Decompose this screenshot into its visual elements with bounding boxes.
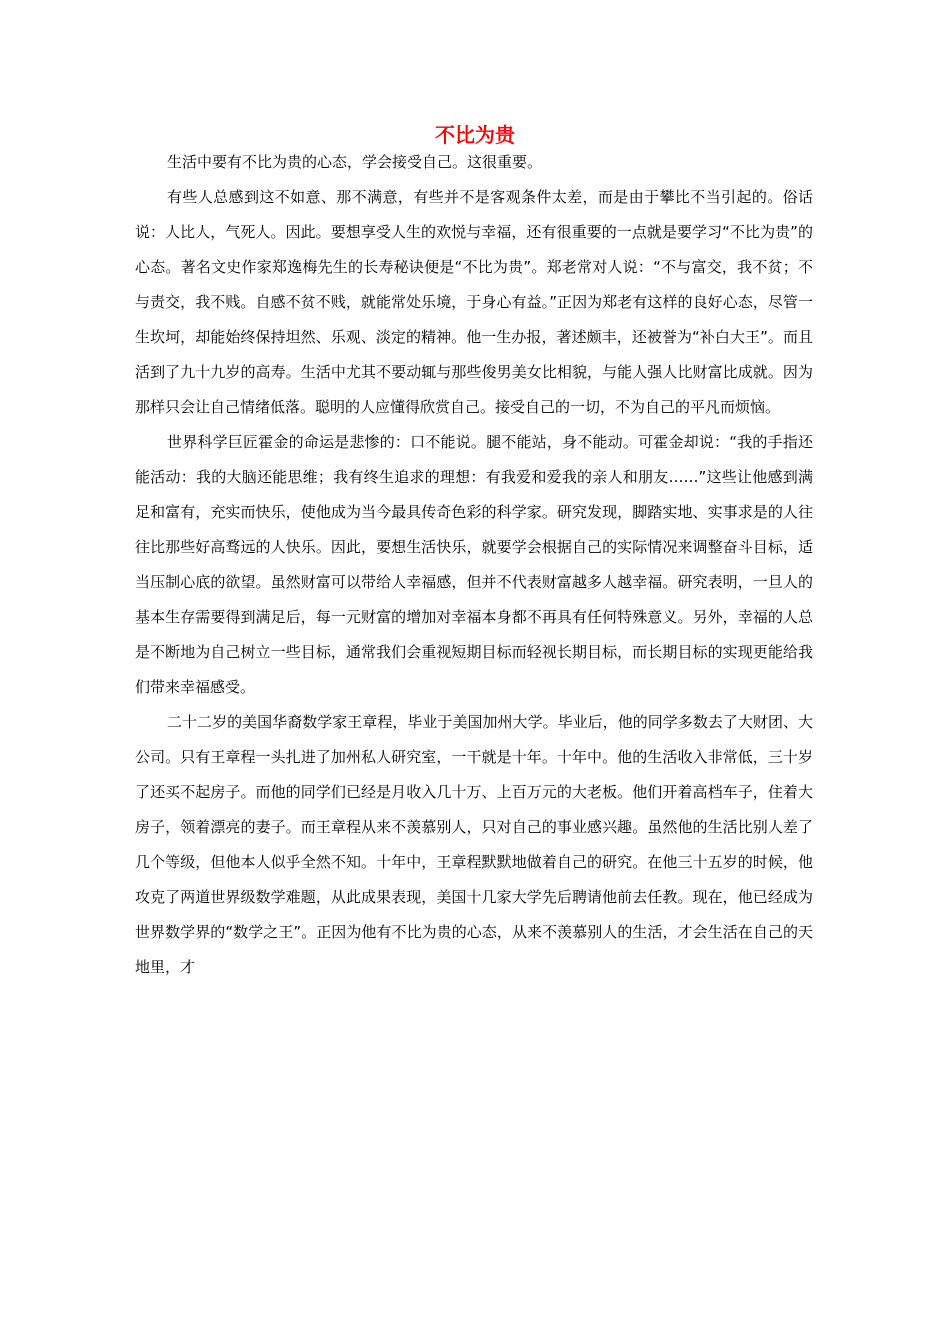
paragraph-wang-zhangcheng: 二十二岁的美国华裔数学家王章程，毕业于美国加州大学。毕业后，他的同学多数去了大财团、大公司。只有王章程一头扎进了加州私人研究室，一干就是十年。十年中。他的生活收入非常低，三十岁了还买不起房子。而他的同学们已经是月收入几十万、上百万元的大老板。他们开着高档车子，住着大房子，领着漂亮的妻子。而王章程从来不羡慕别人，只对自己的事业感兴趣。虽然他的生活比别人差了几个等级，但他本人似乎全然不知。十年中，王章程默默地做着自己的研究。在他三十五岁的时候，他攻克了两道世界级数学难题，从此成果表现，美国十几家大学先后聘请他前去任教。现在，他已经成为世界数学界的“数学之王”。正因为他有不比为贵的心态，从来不羡慕别人的生活，才会生活在自己的天地里，才: [135, 713, 813, 976]
document-body: [135, 145, 813, 985]
paragraph-zheng-yimei: 有些人总感到这不如意、那不满意，有些并不是客观条件太差，而是由于攀比不当引起的。俗话说：人比人，气死人。因此。要想享受人生的欢悦与幸福，还有很重要的一点就是要学习“不比为贵”的心态。著名文史作家郑逸梅先生的长寿秘诀便是“不比为贵”。郑老常对人说：“不与富交，我不贫；不与责交，我不贱。自感不贫不贱，就能常处乐境，于身心有益。”正因为郑老有这样的良好心态，尽管一生坎坷，却能始终保持坦然、乐观、淡定的精神。他一生办报，著述颇丰，还被誉为“补白大王”。而且活到了九十九岁的高寿。生活中尤其不要动辄与那些俊男美女比相貌，与能人强人比财富比成就。因为那样只会让自己情绪低落。聪明的人应懂得欣赏自己。接受自己的一切，不为自己的平凡而烦恼。: [135, 188, 813, 416]
paragraph-hawking: 世界科学巨匠霍金的命运是悲惨的：口不能说。腿不能站，身不能动。可霍金却说：“我的手指还能活动：我的大脑还能思维；我有终生追求的理想：有我爱和爱我的亲人和朋友……”这些让他感到满足和富有，充实而快乐，使他成为当今最具传奇色彩的科学家。研究发现，脚踏实地、实事求是的人往往比那些好高骛远的人快乐。因此，要想生活快乐，就要学会根据自己的实际情况来调整奋斗目标，适当压制心底的欲望。虽然财富可以带给人幸福感，但并不代表财富越多人越幸福。研究表明，一旦人的基本生存需要得到满足后，每一元财富的增加对幸福本身都不再具有任何特殊意义。另外，幸福的人总是不断地为自己树立一些目标，通常我们会重视短期目标而轻视长期目标，而长期目标的实现更能给我们带来幸福感受。: [135, 433, 813, 696]
document-title: 不比为贵: [435, 123, 515, 147]
paragraph-intro: 生活中要有不比为贵的心态，学会接受自己。这很重要。: [167, 153, 543, 171]
